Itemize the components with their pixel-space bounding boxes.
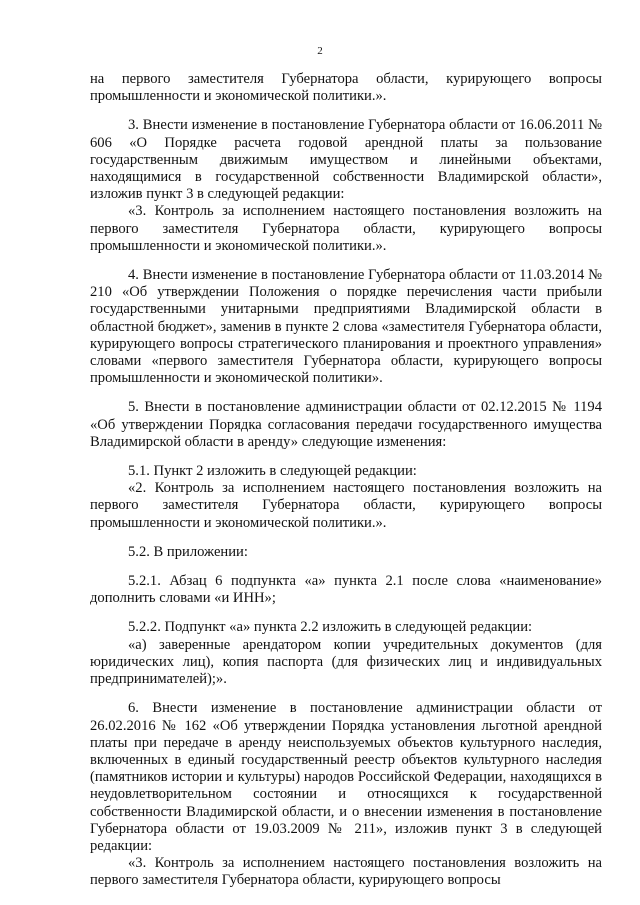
paragraph-11: 6. Внести изменение в постановление администрации области от 26.02.2016 № 162 «Об утверждении Порядка установления льготной арендной платы при передаче в аренду неиспользуемых объектов культурного наследия, включенных в единый государственный реестр объектов культурного наследия (памятников истории и культуры) народов Российской Федерации, находящихся в неудовлетворительном состоянии и относящихся к государственной собственности Владимирской области, и о внесении изменения в постановление Губернатора области от 19.03.2009 № 211», изложив пункт 3 в следующей редакции: <box>90 700 602 854</box>
paragraph-3: 4. Внести изменение в постановление Губернатора области от 11.03.2014 № 210 «Об утверждении Положения о порядке перечисления части прибыли государственными унитарными предприятиями Владимирской области в областной бюджет», заменив в пункте 2 слова «заместителя Губернатора области, курирующего вопросы стратегического планирования и проектного управления» словами «первого заместителя Губернатора области, курирующего вопросы промышленности и экономической политики». <box>90 267 602 387</box>
paragraph-7: 5.2. В приложении: <box>128 543 248 560</box>
paragraph-0: на первого заместителя Губернатора области, курирующего вопросы промышленности и экономической политики.». <box>90 71 602 105</box>
paragraph-4: 5. Внести в постановление администрации области от 02.12.2015 № 1194 «Об утверждении Порядка согласования передачи государственного имущества Владимирской области в аренду» следующие изменения: <box>90 399 602 450</box>
paragraph-1: 3. Внести изменение в постановление Губернатора области от 16.06.2011 № 606 «О Порядке расчета годовой арендной платы за пользование государственным движимым имуществом и линейными объектами, находящимися в государственной собственности Владимирской области», изложив пункт 3 в следующей редакции: <box>90 117 602 203</box>
paragraph-5: 5.1. Пункт 2 изложить в следующей редакции: <box>128 463 417 480</box>
paragraph-6: «2. Контроль за исполнением настоящего постановления возложить на первого заместителя Губернатора области, курирующего вопросы промышленности и экономической политики.». <box>90 480 602 531</box>
document-body <box>90 71 602 890</box>
paragraph-10: «а) заверенные арендатором копии учредительных документов (для юридических лиц), копия паспорта (для физических лиц и индивидуальных предпринимателей);». <box>90 636 602 688</box>
page-number: 2 <box>317 45 323 57</box>
paragraph-9: 5.2.2. Подпункт «а» пункта 2.2 изложить в следующей редакции: <box>128 619 533 636</box>
paragraph-12: «3. Контроль за исполнением настоящего постановления возложить на первого заместителя Губернатора области, курирующего вопросы <box>90 855 602 889</box>
paragraph-2: «3. Контроль за исполнением настоящего постановления возложить на первого заместителя Губернатора области, курирующего вопросы промышленности и экономической политики.». <box>90 203 602 254</box>
paragraph-8: 5.2.1. Абзац 6 подпункта «а» пункта 2.1 после слова «наименование» дополнить словами «и ИНН»; <box>90 573 602 607</box>
